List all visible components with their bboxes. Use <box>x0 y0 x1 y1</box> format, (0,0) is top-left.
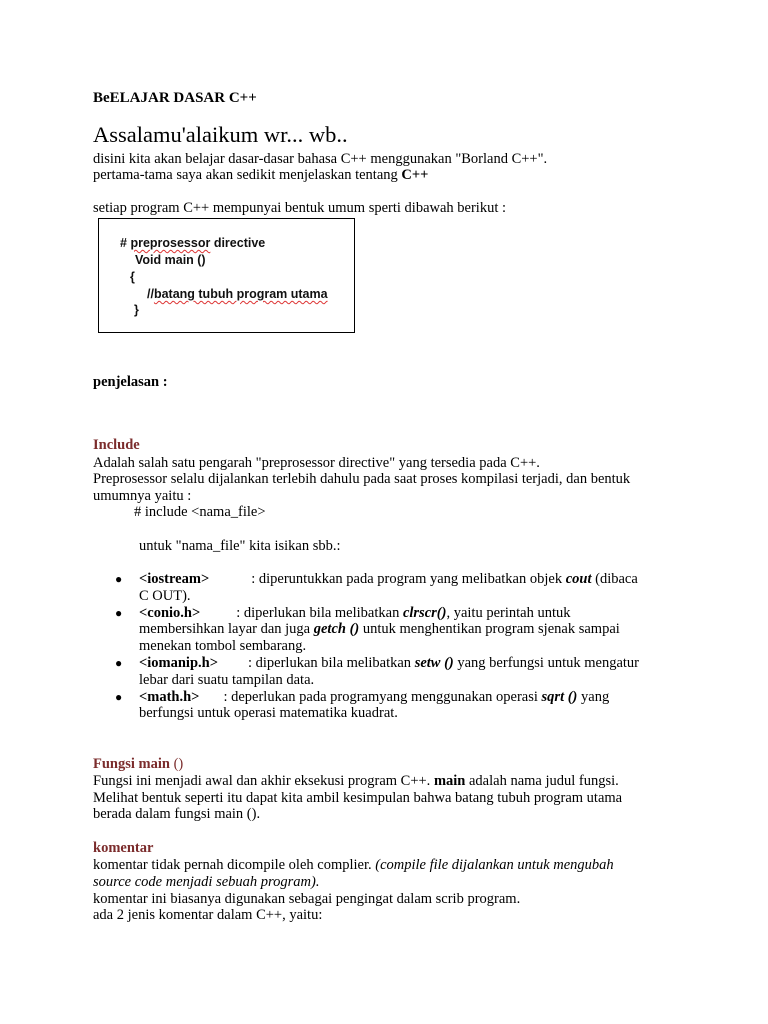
item-command: sqrt () <box>541 688 578 705</box>
item-desc-line-2: membersihkan layar dan juga <box>139 621 314 638</box>
bullet-dot: ● <box>115 655 123 670</box>
komentar-heading: komentar <box>93 840 154 856</box>
item-command: setw () <box>414 654 454 671</box>
bullet-dot: ● <box>115 689 123 704</box>
item-desc: : diperuntukkan pada program yang melibatkan objek <box>251 571 566 587</box>
item-command-2: getch () <box>313 621 360 638</box>
komentar-line-3: komentar ini biasanya digunakan sebagai pengingat dalam scrib program. <box>93 891 521 907</box>
intro-line-1: disini kita akan belajar dasar-dasar bahasa C++ menggunakan "Borland C++". <box>93 151 548 167</box>
header-name: <iomanip.h> <box>139 654 218 671</box>
list-item-math <box>93 689 683 723</box>
item-desc-line-2: C OUT). <box>139 587 191 604</box>
code-comment-text: batang tubuh program utama <box>153 287 328 301</box>
item-command: clrscr() <box>402 604 447 621</box>
code-hash: # <box>120 236 131 250</box>
code-line-close-brace: } <box>134 303 139 317</box>
code-line-void-main: Void main () <box>135 253 206 267</box>
item-desc-post: (dibaca <box>591 571 638 587</box>
komentar-line-1-pre: komentar tidak pernah dicompile oleh complier. <box>93 857 376 873</box>
intro-line-2 <box>93 167 428 184</box>
item-command: cout <box>565 571 592 587</box>
header-name: <math.h> <box>139 688 200 705</box>
header-name: <iostream> <box>139 571 210 587</box>
code-line-preprocessor <box>120 236 265 250</box>
fungsi-main-line-1 <box>93 773 619 790</box>
code-structure-box <box>98 218 355 333</box>
code-line-open-brace: { <box>130 270 135 284</box>
komentar-line-1-italic: (compile file dijalankan untuk mengubah <box>375 857 614 873</box>
greeting-heading: Assalamu'alaikum wr... wb.. <box>93 122 348 147</box>
include-heading: Include <box>93 437 140 453</box>
code-line-body-comment <box>147 287 328 301</box>
item-desc-line-2: berfungsi untuk operasi matematika kuadrat. <box>139 705 398 722</box>
header-file-list <box>93 571 683 722</box>
intro-line-2-text: pertama-tama saya akan sedikit menjelaskan tentang <box>93 167 402 183</box>
fungsi-main-line-2: Melihat bentuk seperti itu dapat kita ambil kesimpulan bahwa batang tubuh program utama <box>93 790 623 806</box>
list-item-iostream <box>93 571 683 605</box>
include-note: untuk "nama_file" kita isikan sbb.: <box>139 538 341 554</box>
include-line-2: Preprosessor selalu dijalankan terlebih dahulu pada saat proses kompilasi terjadi, dan bentuk <box>93 471 631 487</box>
intro-line-2-bold: C++ <box>401 167 429 183</box>
code-comment-slashes: // <box>147 287 154 301</box>
code-directive-word: directive <box>210 236 266 250</box>
fungsi-main-keyword: main <box>433 773 466 789</box>
item-desc-post: , yaitu perintah untuk <box>446 604 571 621</box>
include-line-1: Adalah salah satu pengarah "preprosessor directive" yang tersedia pada C++. <box>93 455 540 471</box>
fungsi-main-heading-parens: () <box>169 756 184 772</box>
komentar-line-1 <box>93 857 614 874</box>
fungsi-main-heading-bold: Fungsi main <box>93 756 170 772</box>
document-title: BeELAJAR DASAR C++ <box>93 90 257 106</box>
code-preprosessor-word: preprosessor <box>130 236 211 250</box>
include-line-3: umumnya yaitu : <box>93 488 192 504</box>
fungsi-main-line-1-pre: Fungsi ini menjadi awal dan akhir eksekusi program C++. <box>93 773 434 789</box>
item-desc: : deperlukan pada programyang menggunakan operasi <box>223 688 542 705</box>
item-desc-post: yang berfungsi untuk mengatur <box>453 654 639 671</box>
fungsi-main-heading <box>93 756 183 773</box>
item-desc-line-2: lebar dari suatu tampilan data. <box>139 671 315 688</box>
header-name: <conio.h> <box>139 604 201 621</box>
komentar-line-2: source code menjadi sebuah program). <box>93 874 320 890</box>
item-desc-post: yang <box>577 688 610 705</box>
list-item-conio <box>93 605 683 655</box>
bullet-dot: ● <box>115 572 123 586</box>
bullet-dot: ● <box>115 605 123 620</box>
list-item-iomanip <box>93 655 683 689</box>
item-desc: : diperlukan bila melibatkan <box>247 654 415 671</box>
komentar-line-4: ada 2 jenis komentar dalam C++, yaitu: <box>93 907 323 923</box>
fungsi-main-line-1-post: adalah nama judul fungsi. <box>465 773 619 789</box>
item-desc-line-3: menekan tombol sembarang. <box>139 638 307 655</box>
fungsi-main-line-3: berada dalam fungsi main (). <box>93 806 261 822</box>
item-desc-line-2-post: untuk menghentikan program sjenak sampai <box>359 621 620 638</box>
penjelasan-label: penjelasan : <box>93 374 168 390</box>
item-desc: : diperlukan bila melibatkan <box>236 604 403 621</box>
include-syntax: # include <nama_file> <box>134 504 266 520</box>
intro-line-3: setiap program C++ mempunyai bentuk umum sperti dibawah berikut : <box>93 200 507 216</box>
